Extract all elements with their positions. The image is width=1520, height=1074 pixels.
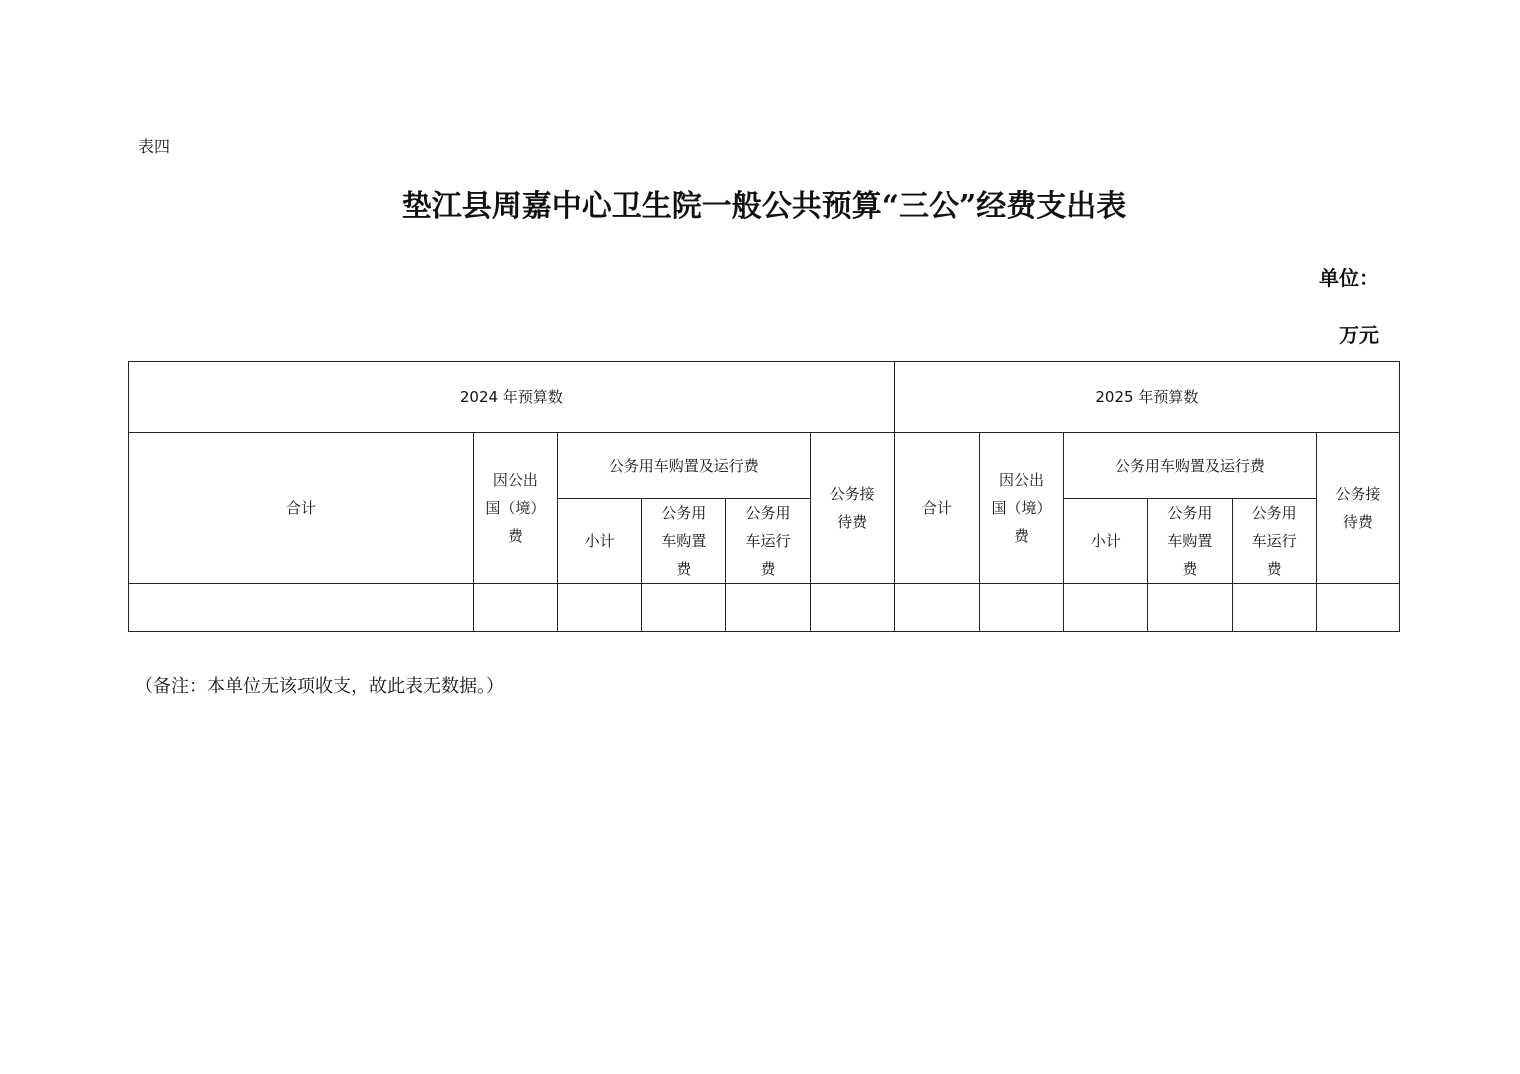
- header-2025-subtotal: 小计: [1064, 499, 1148, 584]
- table-header-category-row: [129, 433, 1400, 499]
- header-2024-operation-line2: 车运行: [745, 532, 791, 550]
- table-row: [129, 584, 1400, 632]
- header-2024-subtotal: 小计: [557, 499, 641, 584]
- header-2025-abroad-line1: 因公出: [999, 471, 1045, 489]
- header-2024-purchase-line3: 费: [676, 560, 692, 578]
- table-cell: [1148, 584, 1232, 632]
- table-cell: [1316, 584, 1399, 632]
- header-2025-reception-line1: 公务接: [1335, 485, 1381, 503]
- header-2025-purchase-line1: 公务用: [1167, 504, 1213, 522]
- table-cell: [810, 584, 894, 632]
- header-2024-purchase-line2: 车购置: [661, 532, 707, 550]
- header-2024-budget: 2024 年预算数: [129, 362, 895, 433]
- header-2025-abroad-fee: [979, 433, 1063, 584]
- header-2025-budget: 2025 年预算数: [894, 362, 1399, 433]
- table-label: 表四: [138, 137, 171, 156]
- header-2025-vehicle-group: 公务用车购置及运行费: [1064, 433, 1317, 499]
- remark-note: （备注：本单位无该项收支，故此表无数据。）: [135, 676, 504, 697]
- header-2025-vehicle-operation: [1232, 499, 1316, 584]
- header-2024-vehicle-purchase: [642, 499, 726, 584]
- header-2025-abroad-line2: 国（境）: [991, 499, 1052, 517]
- header-2025-reception-line2: 待费: [1342, 513, 1373, 531]
- header-2024-reception-line2: 待费: [837, 513, 868, 531]
- header-2024-vehicle-group: 公务用车购置及运行费: [557, 433, 810, 499]
- header-2025-operation-line1: 公务用: [1251, 504, 1297, 522]
- table-cell: [129, 584, 474, 632]
- header-2025-total: 合计: [894, 433, 979, 584]
- header-2024-total: 合计: [129, 433, 474, 584]
- header-2024-reception-fee: [810, 433, 894, 584]
- header-2024-operation-line3: 费: [760, 560, 776, 578]
- header-2025-purchase-line3: 费: [1182, 560, 1198, 578]
- header-2025-abroad-line3: 费: [1014, 527, 1030, 545]
- header-2024-abroad-line2: 国（境）: [485, 499, 546, 517]
- table-cell: [1232, 584, 1316, 632]
- table-cell: [894, 584, 979, 632]
- page-title: 垫江县周嘉中心卫生院一般公共预算“三公”经费支出表: [401, 189, 1127, 224]
- table-cell: [642, 584, 726, 632]
- table-cell: [557, 584, 641, 632]
- header-2024-operation-line1: 公务用: [745, 504, 791, 522]
- table-cell: [979, 584, 1063, 632]
- table-cell: [1064, 584, 1148, 632]
- header-2024-vehicle-operation: [726, 499, 810, 584]
- unit-label: 单位：: [1319, 266, 1379, 290]
- header-2024-purchase-line1: 公务用: [661, 504, 707, 522]
- header-2025-operation-line2: 车运行: [1251, 532, 1297, 550]
- header-2025-reception-fee: [1316, 433, 1399, 584]
- header-2024-abroad-line3: 费: [507, 527, 523, 545]
- table-cell: [473, 584, 557, 632]
- table-cell: [726, 584, 810, 632]
- budget-table: [128, 361, 1400, 632]
- header-2024-abroad-fee: [473, 433, 557, 584]
- header-2024-abroad-line1: 因公出: [492, 471, 538, 489]
- table-header-year-row: [129, 362, 1400, 433]
- header-2025-purchase-line2: 车购置: [1167, 532, 1213, 550]
- header-2025-operation-line3: 费: [1266, 560, 1282, 578]
- unit-value: 万元: [1339, 323, 1379, 347]
- header-2025-vehicle-purchase: [1148, 499, 1232, 584]
- header-2024-reception-line1: 公务接: [829, 485, 875, 503]
